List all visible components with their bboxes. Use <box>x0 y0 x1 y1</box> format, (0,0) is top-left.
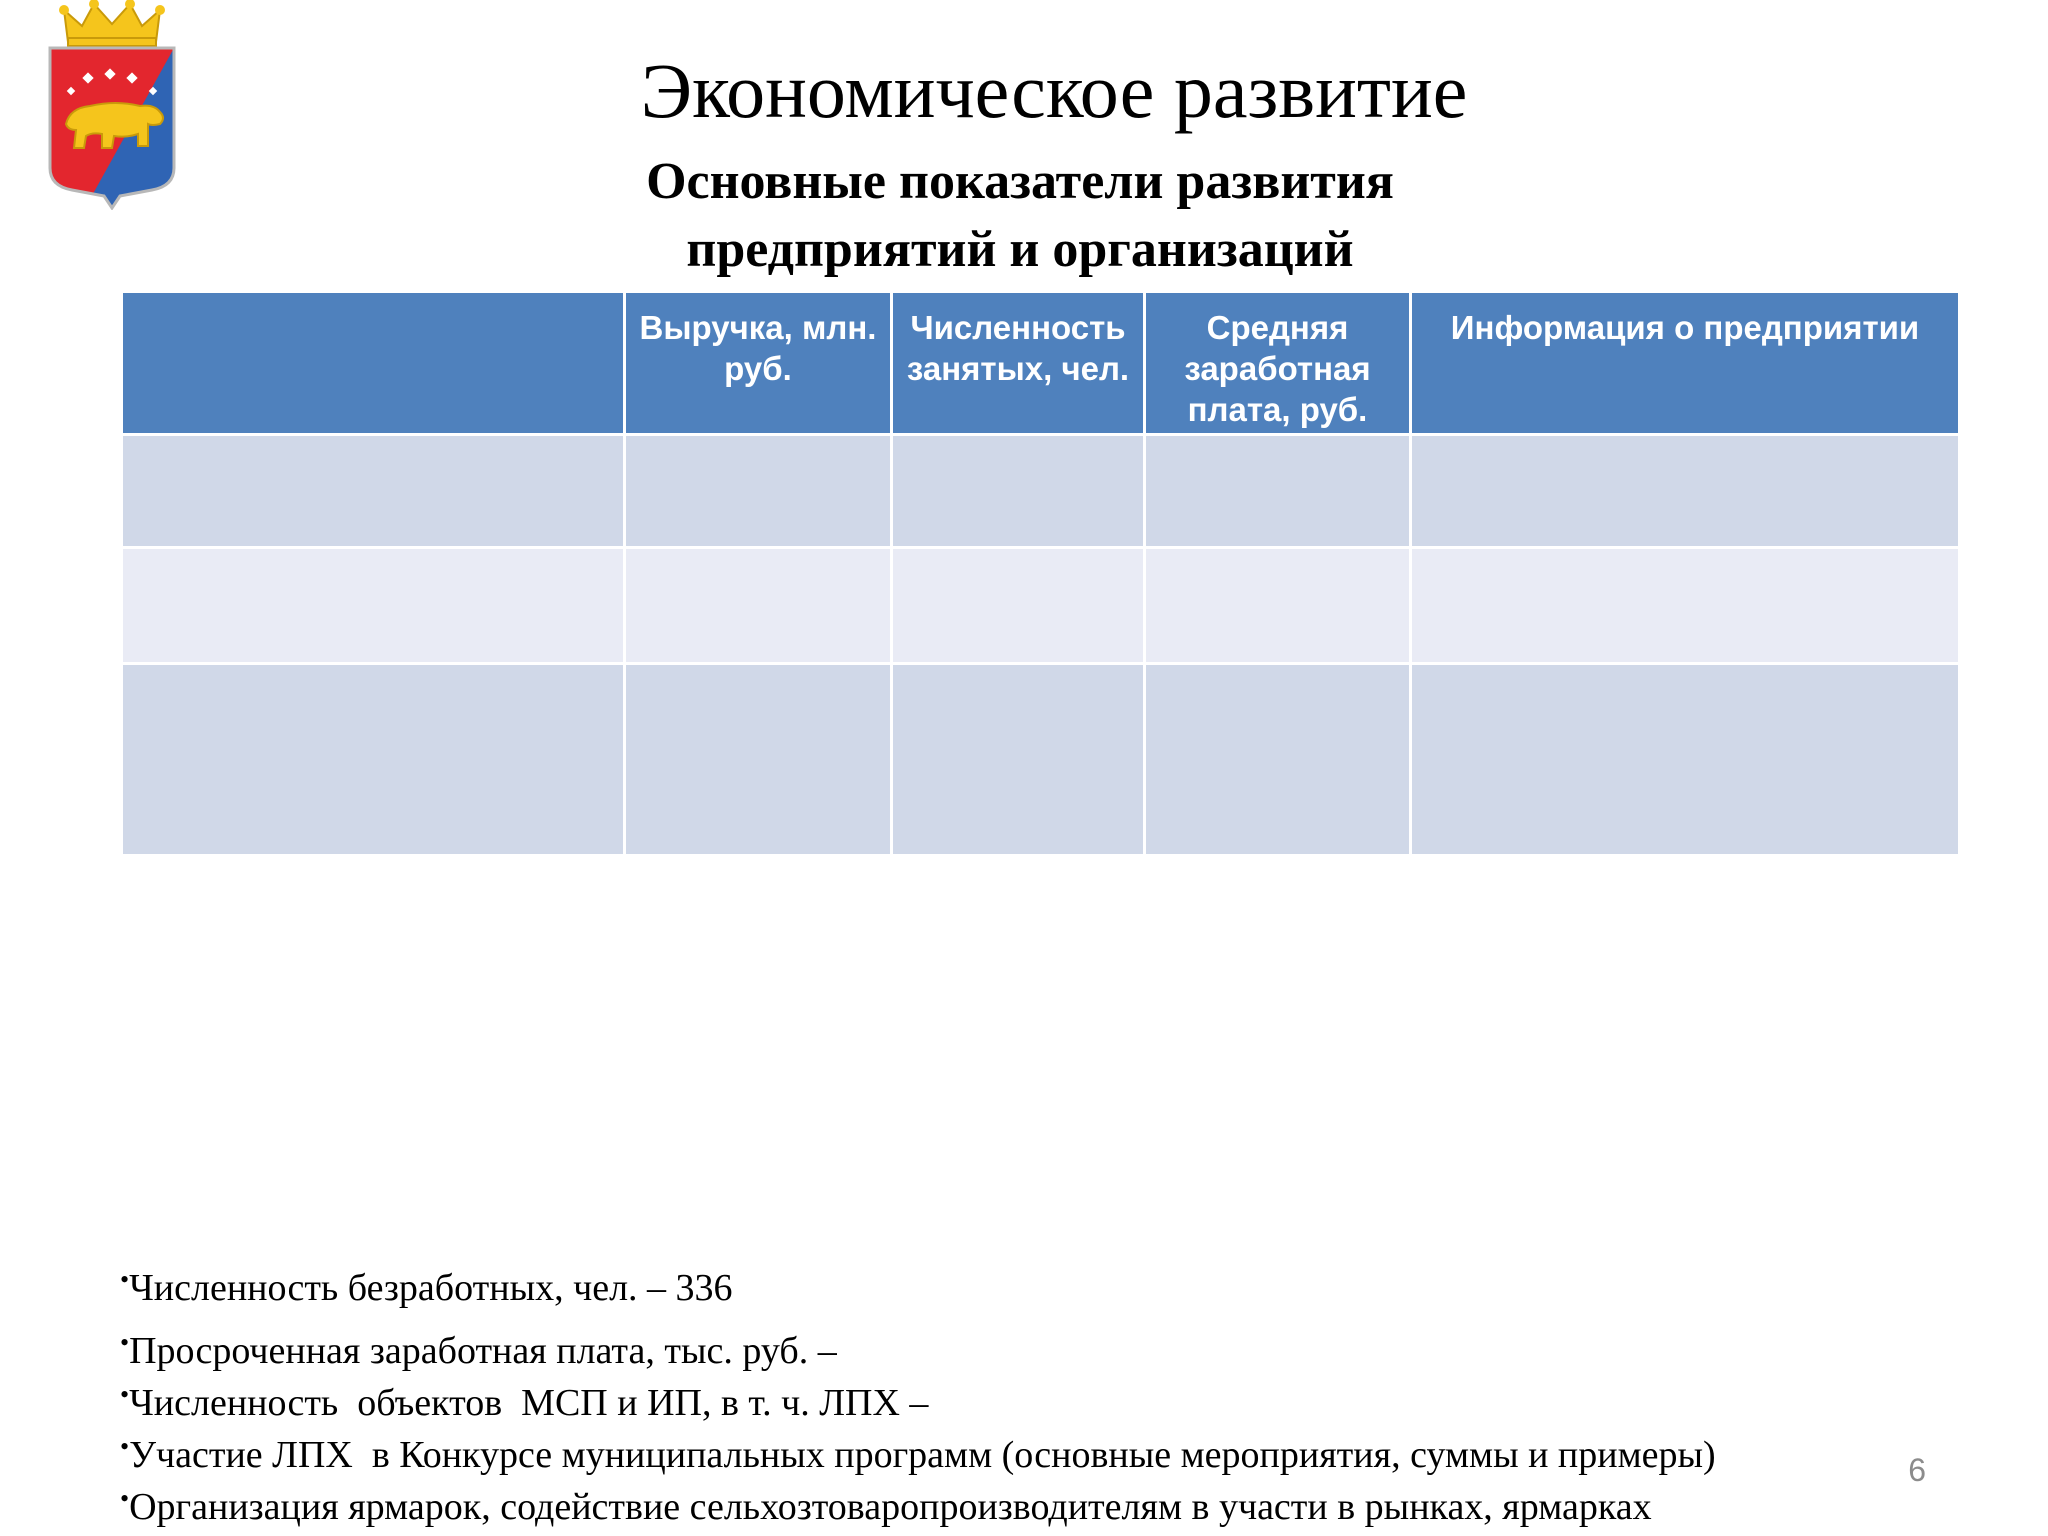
header-cell-revenue: Выручка, млн. руб. <box>625 292 892 435</box>
bullet-item: •Численность безработных, чел. – 336 <box>120 1265 733 1309</box>
slide-subtitle <box>500 148 1540 284</box>
header-cell-info: Информация о предприятии <box>1411 292 1960 435</box>
header-cell-salary: Средняя заработная плата, руб. <box>1145 292 1411 435</box>
bullet-list <box>120 1258 1920 1529</box>
table-cell <box>625 548 892 664</box>
table-cell <box>1145 664 1411 856</box>
slide-title: Экономическое развитие <box>640 47 1468 134</box>
table-cell <box>892 548 1145 664</box>
table-cell <box>1145 548 1411 664</box>
table-cell <box>1411 548 1960 664</box>
table-row <box>122 435 1960 548</box>
indicators-table <box>120 290 1961 857</box>
bullet-item: •Организация ярмарок, содействие сельхозтоваропроизводителям в участи в рынках, ярмарках <box>120 1484 1652 1528</box>
bullet-icon: • <box>120 1432 130 1461</box>
bullet-icon: • <box>120 1380 130 1409</box>
bullet-icon: • <box>120 1265 130 1294</box>
bullet-item: •Участие ЛПХ в Конкурсе муниципальных программ (основные мероприятия, суммы и примеры) <box>120 1432 1716 1476</box>
subtitle-line-1: Основные показатели развития <box>646 153 1394 210</box>
table-cell <box>122 664 625 856</box>
table-row <box>122 548 1960 664</box>
table-cell <box>892 435 1145 548</box>
table-cell <box>1411 664 1960 856</box>
table-cell <box>625 664 892 856</box>
table-cell <box>1145 435 1411 548</box>
header-cell-employees: Численность занятых, чел. <box>892 292 1145 435</box>
table-header-row <box>122 292 1960 435</box>
bullet-icon: • <box>120 1328 130 1357</box>
table-cell <box>1411 435 1960 548</box>
table-cell <box>892 664 1145 856</box>
table-cell <box>122 435 625 548</box>
table-cell <box>122 548 625 664</box>
page-number: 6 <box>1908 1452 1926 1488</box>
bullet-item: •Численность объектов МСП и ИП, в т. ч. ЛПХ – <box>120 1380 929 1424</box>
bullet-icon: • <box>120 1484 130 1513</box>
table-cell <box>625 435 892 548</box>
table-row <box>122 664 1960 856</box>
header-cell-name <box>122 292 625 435</box>
bullet-item: •Просроченная заработная плата, тыс. руб. – <box>120 1328 837 1372</box>
subtitle-line-2: предприятий и организаций <box>686 221 1354 278</box>
